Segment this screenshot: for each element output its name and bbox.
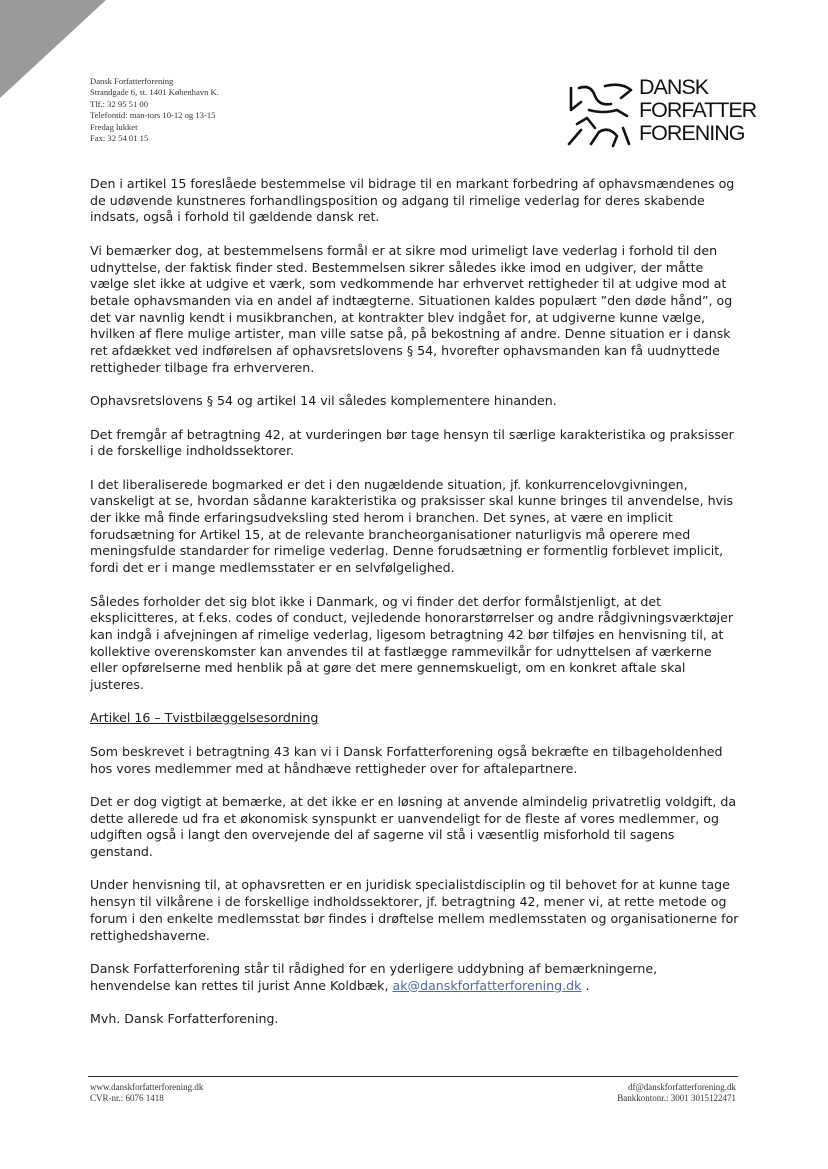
sender-fax: Fax: 32 54 01 15 bbox=[90, 133, 149, 144]
sender-phone-hours: Telefontid: man-tors 10-12 og 13-15 bbox=[90, 110, 216, 121]
logo-wordmark bbox=[639, 76, 756, 145]
logo-line-forening: FORENING bbox=[639, 121, 745, 145]
sender-friday-note: Fredag lukket bbox=[90, 121, 138, 132]
paragraph-article-15-intro: Den i artikel 15 foreslåede bestemmelse vil bidrage til en markant forbedring af ophavsmændenes og de udøvende kunstneres forhandlingsposition og adgang til rimelige vederlag for deres skabende indsats, også i forhold til gældende dansk ret. bbox=[90, 176, 735, 225]
contact-suffix: . bbox=[581, 977, 590, 993]
footer-divider bbox=[88, 1076, 738, 1077]
paragraph-den-doede-haand: Vi bemærker dog, at bestemmelsens formål er at sikre mod urimeligt lave vederlag i forhold til den udnyttelse, der faktisk finder sted. Bestemmelsen sikrer således ikke imod en udgiver, der måtte vælge slet ikke at udgive et værk, som vedkommende har erhvervet rettigheder til at udgive mod at betale ophavsmanden via en andel af indtægterne. Situationen kaldes populært ”den døde hånd”, og det var navnlig kendt i musikbranchen, at kontrakter blev indgået for, at udgiverne kunne vælge, hvilken af flere mulige artister, man ville satse på, på bekostning af andre. Denne situation er i dansk ret afdækket ved indførelsen af ophavsretslovens § 54, hvorefter ophavsmanden kan få uudnyttede rettigheder tilbage fra erhververen. bbox=[90, 242, 733, 375]
footer-right bbox=[617, 1082, 736, 1104]
paragraph-section-54: Ophavsretslovens § 54 og artikel 14 vil således komplementere hinanden. bbox=[90, 393, 557, 409]
sender-street: Strandgade 6, st. 1401 København K. bbox=[90, 87, 219, 98]
sender-address-block bbox=[90, 76, 219, 144]
paragraph-recital-43: Som beskrevet i betragtning 43 kan vi i Dansk Forfatterforening også bekræfte en tilbageholdenhed hos vores medlemmer med at håndhæve rettigheder over for aftalepartnere. bbox=[90, 743, 723, 776]
contact-text: Dansk Forfatterforening står til rådighed for en yderligere uddybning af bemærkningerne, henvendelse kan rettes til jurist Anne Koldbæk, bbox=[90, 960, 658, 993]
contact-email-link[interactable]: ak@danskforfatterforening.dk bbox=[392, 977, 582, 993]
paragraph-contact bbox=[90, 961, 740, 994]
sender-name: Dansk Forfatterforening bbox=[90, 76, 174, 86]
paragraph-book-market: I det liberaliserede bogmarked er det i den nugældende situation, jf. konkurrencelovgivningen, vanskeligt at se, hvordan sådanne karakteristika og praksisser skal kunne bringes til anvendelse, hvis der ikke må finde erfaringsudveksling sted herom i branchen. Det synes, at være en implicit forudsætning for Artikel 15, at de relevante brancheorganisationer naturligvis må operere med meningsfulde standarder for rimelige vederlag. Denne forudsætning er formentlig forblevet implicit, fordi det er i mange medlemsstater er en selvfølgelighed. bbox=[90, 476, 734, 576]
pegasus-icon bbox=[565, 80, 635, 150]
dansk-forfatterforening-logo bbox=[565, 76, 775, 156]
paragraph-recital-42: Det fremgår af betragtning 42, at vurderingen bør tage hensyn til særlige karakteristika og praksisser i de forskellige indholdssektorer. bbox=[90, 426, 734, 459]
closing-line: Mvh. Dansk Forfatterforening. bbox=[90, 1010, 279, 1026]
footer-bank-account: Bankkontonr.: 3001 3015122471 bbox=[617, 1093, 736, 1103]
letter-body bbox=[90, 176, 740, 1044]
footer-website: www.danskforfatterforening.dk bbox=[90, 1082, 204, 1092]
footer-email: df@danskforfatterforening.dk bbox=[628, 1082, 736, 1092]
logo-line-forfatter: FORFATTER bbox=[639, 98, 757, 122]
footer-left bbox=[90, 1082, 203, 1104]
footer-cvr: CVR-nr.: 6076 1418 bbox=[90, 1093, 164, 1103]
paragraph-denmark-codes-of-conduct: Således forholder det sig blot ikke i Danmark, og vi finder det derfor formålstjenligt, at det eksplicitteres, at f.eks. codes of conduct, vejledende honorarstørrelser og andre rådgivningsværktøjer kan indgå i afvejningen af rimelige vederlag, ligesom betragtning 42 bør tilføjes en henvisning til, at kollektive overenskomster kan anvendes til at fastlægge rammevilkår for udnyttelsen af værkerne eller opførelserne med henblik på at gøre det mere gennemskueligt, om en konkret aftale skal justeres. bbox=[90, 593, 734, 693]
paragraph-method-and-forum: Under henvisning til, at ophavsretten er en juridisk specialistdisciplin og til behovet for at kunne tage hensyn til vilkårene i de forskellige indholdssektorer, jf. betragtning 42, mener vi, at rette metode og forum i den enkelte medlemsstat bør findes i drøftelse mellem medlemsstaten og organisationerne for rettighedshaverne. bbox=[90, 877, 739, 943]
section-heading-article-16: Artikel 16 – Tvistbilæggelsesordning bbox=[90, 710, 319, 726]
sender-phone: Tlf.: 32 95 51 00 bbox=[90, 98, 149, 109]
logo-line-dansk: DANSK bbox=[639, 75, 709, 99]
paragraph-arbitration: Det er dog vigtigt at bemærke, at det ikke er en løsning at anvende almindelig privatretlig voldgift, da dette allerede ud fra et økonomisk synspunkt er uanvendeligt for de fleste af vores medlemmer, og udgiften også i langt den overvejende del af sagerne vil stå i væsentlig misforhold til sagens genstand. bbox=[90, 793, 737, 859]
